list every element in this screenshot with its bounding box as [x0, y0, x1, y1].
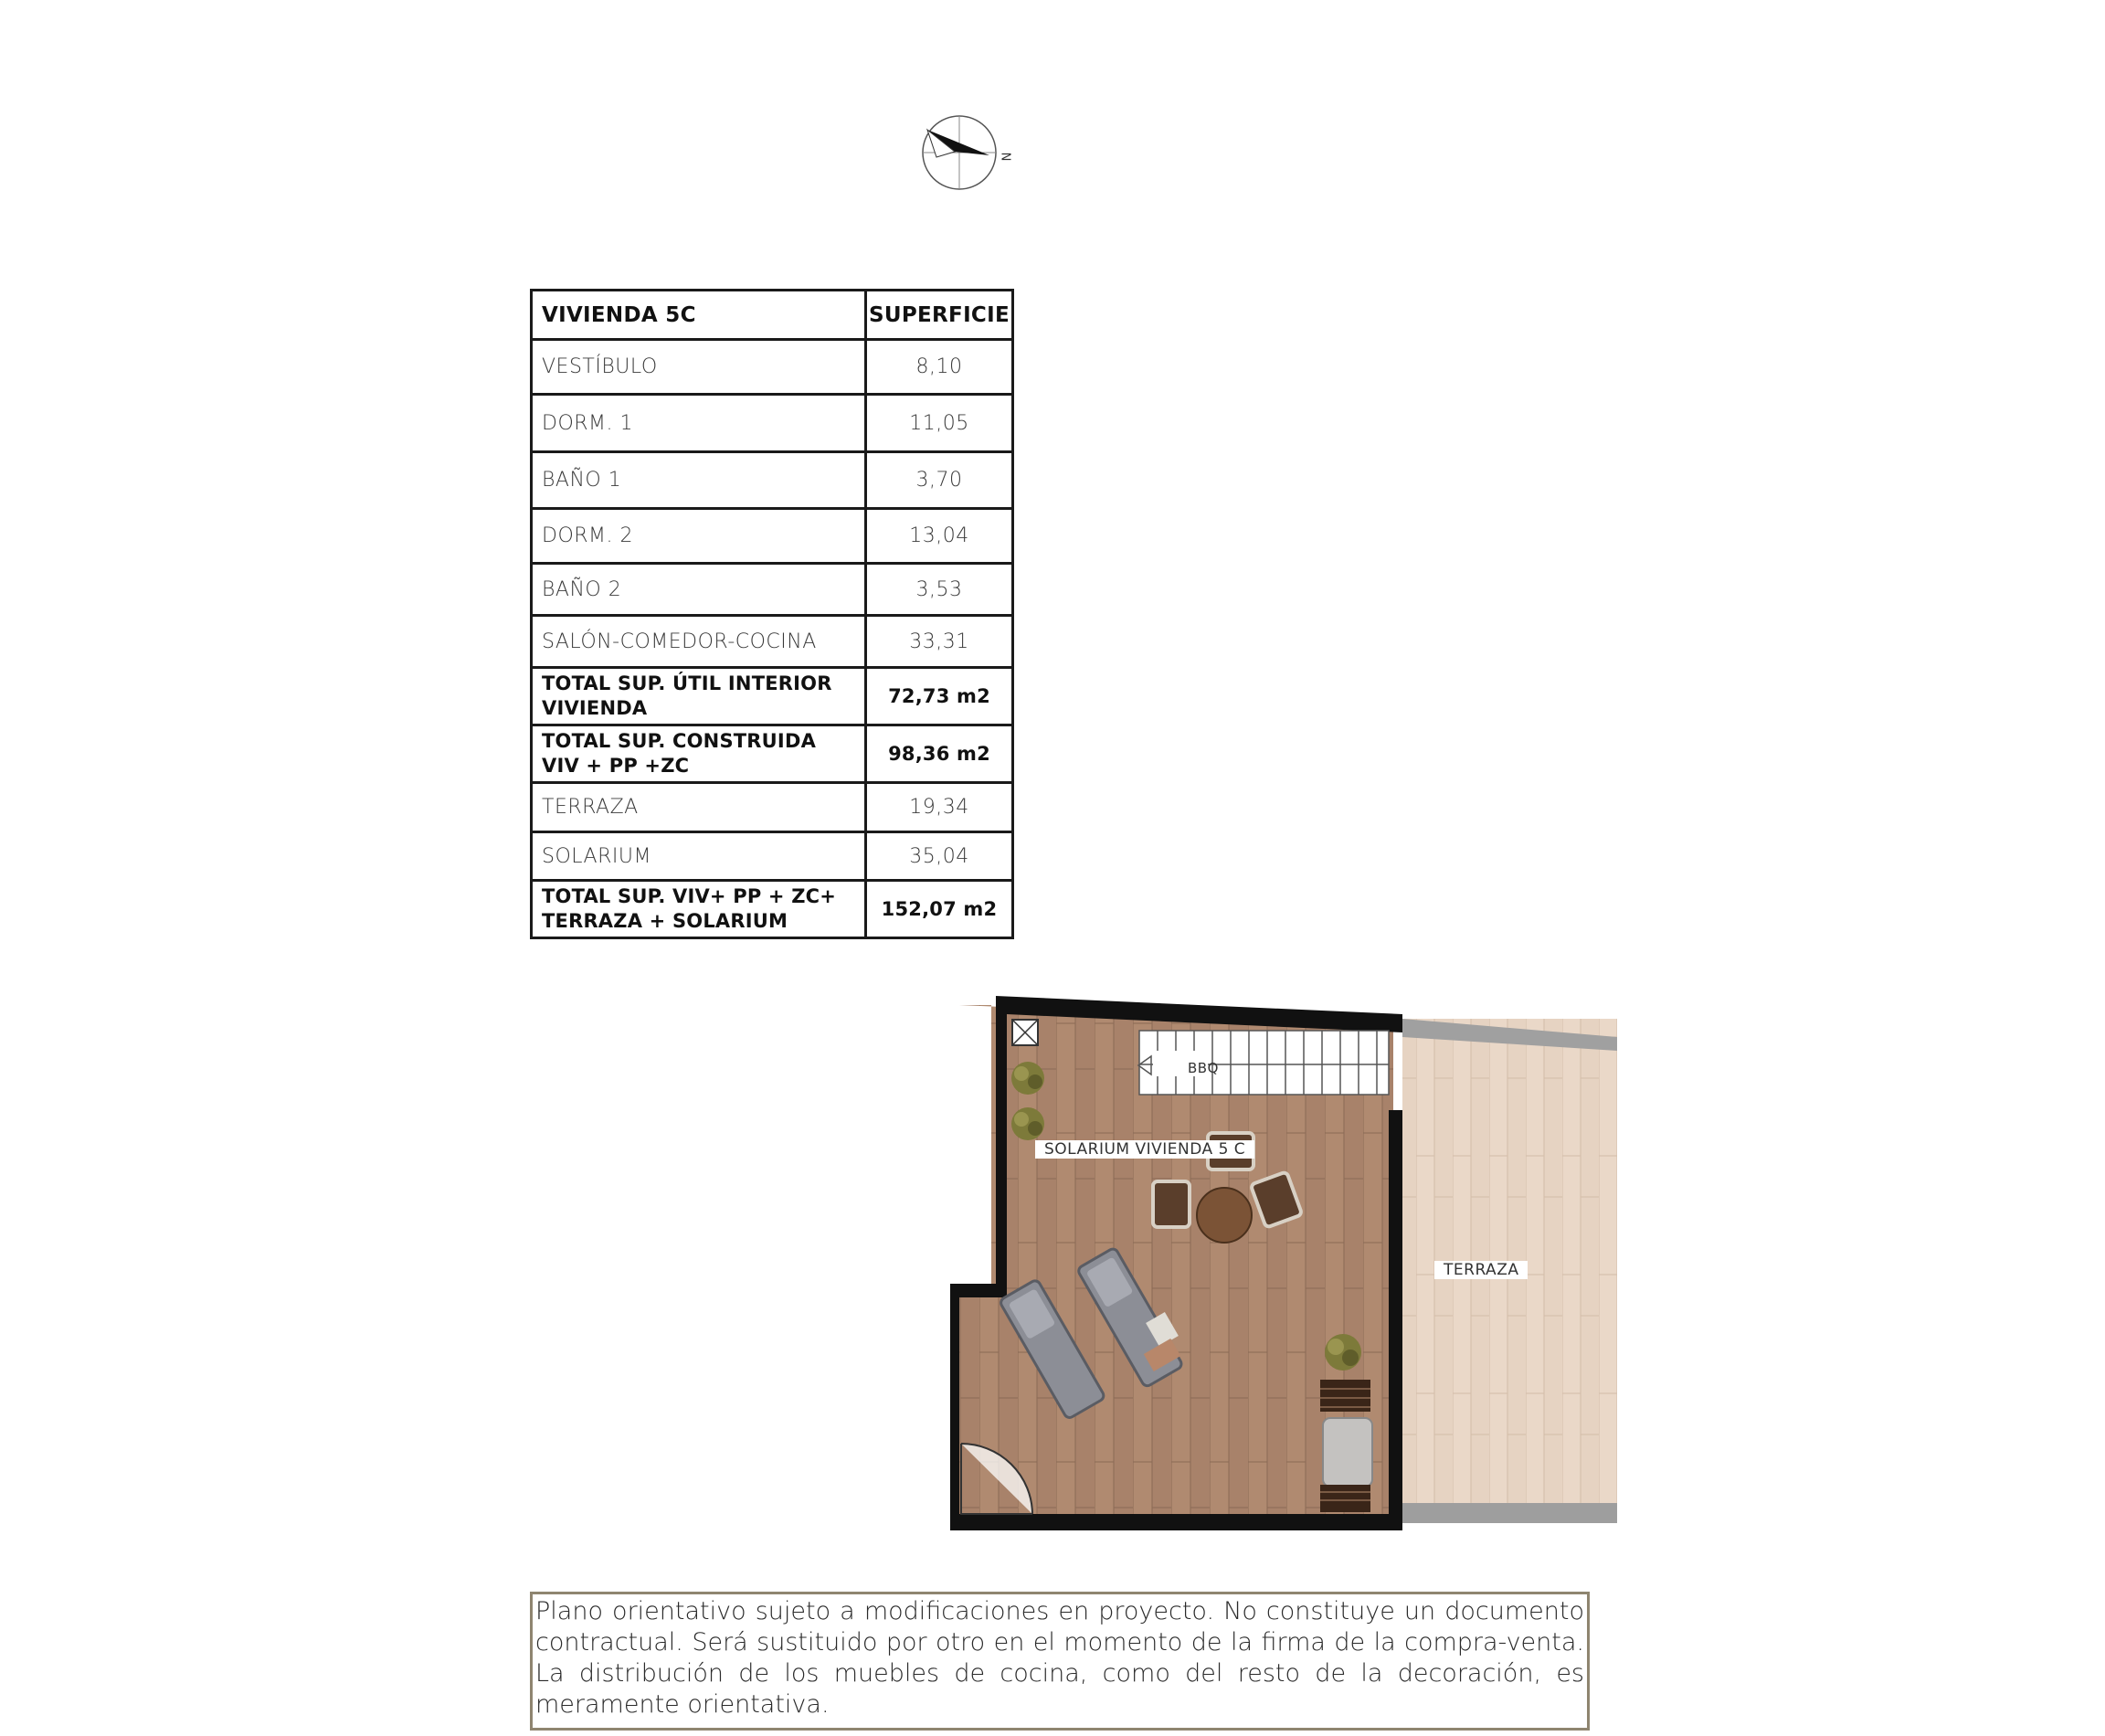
table-row	[532, 340, 1013, 395]
row-name: TERRAZA	[532, 783, 866, 832]
table-header-value: SUPERFICIE	[866, 291, 1013, 340]
row-name: BAÑO 1	[532, 452, 866, 509]
table-header-row	[532, 291, 1013, 340]
row-value: 35,04	[866, 832, 1013, 881]
north-arrow-icon	[918, 111, 1000, 194]
chair	[1323, 1418, 1372, 1487]
table-row-total	[532, 668, 1013, 725]
row-value: 3,53	[866, 564, 1013, 616]
row-name: DORM. 1	[532, 395, 866, 452]
row-value: 3,70	[866, 452, 1013, 509]
table-row	[532, 616, 1013, 668]
bbq-label: BBQ	[1188, 1060, 1219, 1076]
solarium-label: SOLARIUM VIVIENDA 5 C	[1035, 1140, 1254, 1159]
row-value: 11,05	[866, 395, 1013, 452]
table-row-total	[532, 725, 1013, 783]
table-row	[532, 832, 1013, 881]
row-value: 72,73 m2	[866, 668, 1013, 725]
row-name: TOTAL SUP. VIV+ PP + ZC+ TERRAZA + SOLARIUM	[532, 881, 866, 938]
table-row	[532, 509, 1013, 564]
terraza-label: TERRAZA	[1434, 1261, 1528, 1279]
row-name: SOLARIUM	[532, 832, 866, 881]
plant-icon	[1011, 1062, 1044, 1095]
terraza-bottom-edge	[1402, 1503, 1617, 1523]
table-row-total	[532, 881, 1013, 938]
disclaimer-text: Plano orientativo sujeto a modificaciones en proyecto. No constituye un documento contractual. Será sustituido por otro en el momento de la firma de la compra-venta. La distribución de los muebles de cocina, como del resto de la decoración, es meramente orientativa.	[535, 1597, 1584, 1719]
row-name: BAÑO 2	[532, 564, 866, 616]
row-name: VESTÍBULO	[532, 340, 866, 395]
table-header-name: VIVIENDA 5C	[532, 291, 866, 340]
plant-icon	[1011, 1107, 1044, 1140]
surface-table	[530, 289, 1014, 939]
table-row	[532, 452, 1013, 509]
row-name: SALÓN-COMEDOR-COCINA	[532, 616, 866, 668]
compass	[918, 111, 1019, 203]
row-value: 8,10	[866, 340, 1013, 395]
row-value: 152,07 m2	[866, 881, 1013, 938]
table-row	[532, 395, 1013, 452]
row-name: TOTAL SUP. ÚTIL INTERIOR VIVIENDA	[532, 668, 866, 725]
row-value: 19,34	[866, 783, 1013, 832]
row-value: 98,36 m2	[866, 725, 1013, 783]
row-name: DORM. 2	[532, 509, 866, 564]
disclaimer-box	[530, 1592, 1590, 1731]
table-row	[532, 564, 1013, 616]
plant-icon	[1325, 1334, 1361, 1371]
row-name: TOTAL SUP. CONSTRUIDA VIV + PP +ZC	[532, 725, 866, 783]
row-value: 13,04	[866, 509, 1013, 564]
floor-plan	[941, 987, 1617, 1535]
table-row	[532, 783, 1013, 832]
north-label: N	[998, 152, 1012, 162]
row-value: 33,31	[866, 616, 1013, 668]
